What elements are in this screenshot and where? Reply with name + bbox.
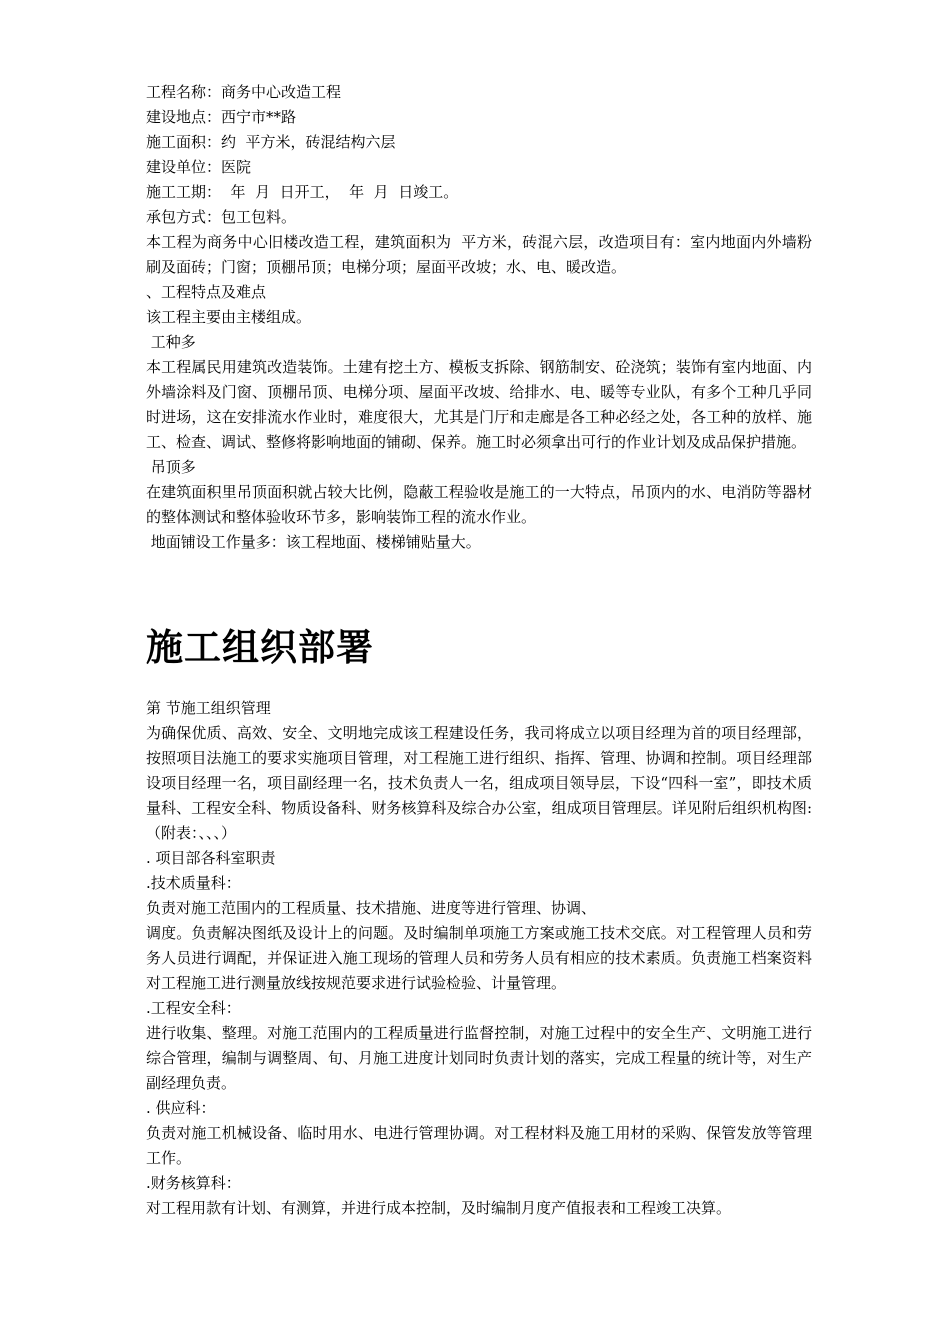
project-name-line: 工程名称：商务中心改造工程	[146, 83, 342, 101]
schedule-line: 施工工期： 年 月 日开工， 年 月 日竣工。	[146, 183, 459, 201]
safety-heading: .工程安全科：	[146, 999, 241, 1017]
client-line: 建设单位：医院	[146, 158, 252, 176]
project-overview-section	[146, 80, 812, 600]
organization-paragraph: 为确保优质、高效、安全、文明地完成该工程建设任务，我司将成立以项目经理为首的项目经理部，按照项目法施工的要求实施项目管理，对工程施工进行组织、指挥、管理、协调和控制。项目经理部设项目经理一名，项目副经理一名，技术负责人一名，组成项目领导层，下设“四科一室”，即技术质量科、工程安全科、物质设备科、财务核算科及综合办公室，组成项目管理层。详见附后组织机构图:（附表：、、、）	[146, 724, 812, 842]
finance-paragraph: 对工程用款有计划、有测算，并进行成本控制，及时编制月度产值报表和工程竣工决算。	[146, 1199, 732, 1217]
construction-area-line: 施工面积：约 平方米，砖混结构六层	[146, 133, 396, 151]
organization-subheading: 第 节施工组织管理	[146, 699, 271, 717]
contract-mode-line: 承包方式：包工包料。	[146, 208, 297, 226]
finance-heading: .财务核算科：	[146, 1174, 241, 1192]
features-subheading: 、工程特点及难点	[146, 283, 267, 301]
project-description-paragraph: 本工程为商务中心旧楼改造工程，建筑面积为 平方米，砖混六层，改造项目有：室内地面内外墙粉刷及面砖；门窗；顶棚吊顶；电梯分项；屋面平改坡；水、电、暖改造。	[146, 233, 812, 276]
construction-site-line: 建设地点：西宁市**路	[146, 108, 297, 126]
technical-quality-heading: .技术质量科：	[146, 874, 241, 892]
many-trades-subheading: 工种多	[146, 333, 196, 351]
safety-paragraph: 进行收集、整理。对施工范围内的工程质量进行监督控制，对施工过程中的安全生产、文明施工进行综合管理，编制与调整周、旬、月施工进度计划同时负责计划的落实，完成工程量的统计等，对生产副经理负责。	[146, 1024, 812, 1092]
supply-heading: . 供应科：	[146, 1099, 216, 1117]
ceilings-paragraph: 在建筑面积里吊顶面积就占较大比例，隐蔽工程验收是施工的一大特点，吊顶内的水、电消防等器材的整体测试和整体验收环节多，影响装饰工程的流水作业。	[146, 483, 812, 526]
many-trades-paragraph: 本工程属民用建筑改造装饰。土建有挖土方、模板支拆除、钢筋制安、砼浇筑；装饰有室内地面、内外墙涂料及门窗、顶棚吊顶、电梯分项、屋面平改坡、给排水、电、暖等专业队，有多个工种几乎同时进场，这在安排流水作业时，难度很大，尤其是门厅和走廊是各工种必经之处，各工种的放样、施工、检查、调试、整修将影响地面的铺砌、保养。施工时必须拿出可行的作业计划及成品保护措施。	[146, 358, 812, 451]
organization-section	[146, 696, 812, 1221]
technical-quality-paragraph: 调度。负责解决图纸及设计上的问题。及时编制单项施工方案或施工技术交底。对工程管理人员和劳务人员进行调配，并保证进入施工现场的管理人员和劳务人员有相应的技术素质。负责施工档案资料对工程施工进行测量放线按规范要求进行试验检验、计量管理。	[146, 924, 812, 992]
section-heading: 施工组织部署	[146, 626, 374, 669]
main-building-line: 该工程主要由主楼组成。	[146, 308, 312, 326]
ceilings-subheading: 吊顶多	[146, 458, 196, 476]
department-duties-heading: . 项目部各科室职责	[146, 849, 276, 867]
document-page	[146, 80, 812, 1221]
flooring-line: 地面铺设工作量多：该工程地面、楼梯铺贴量大。	[146, 533, 481, 551]
technical-quality-line: 负责对施工范围内的工程质量、技术措施、进度等进行管理、协调、	[146, 899, 597, 917]
supply-paragraph: 负责对施工机械设备、临时用水、电进行管理协调。对工程材料及施工用材的采购、保管发放等管理工作。	[146, 1124, 812, 1167]
